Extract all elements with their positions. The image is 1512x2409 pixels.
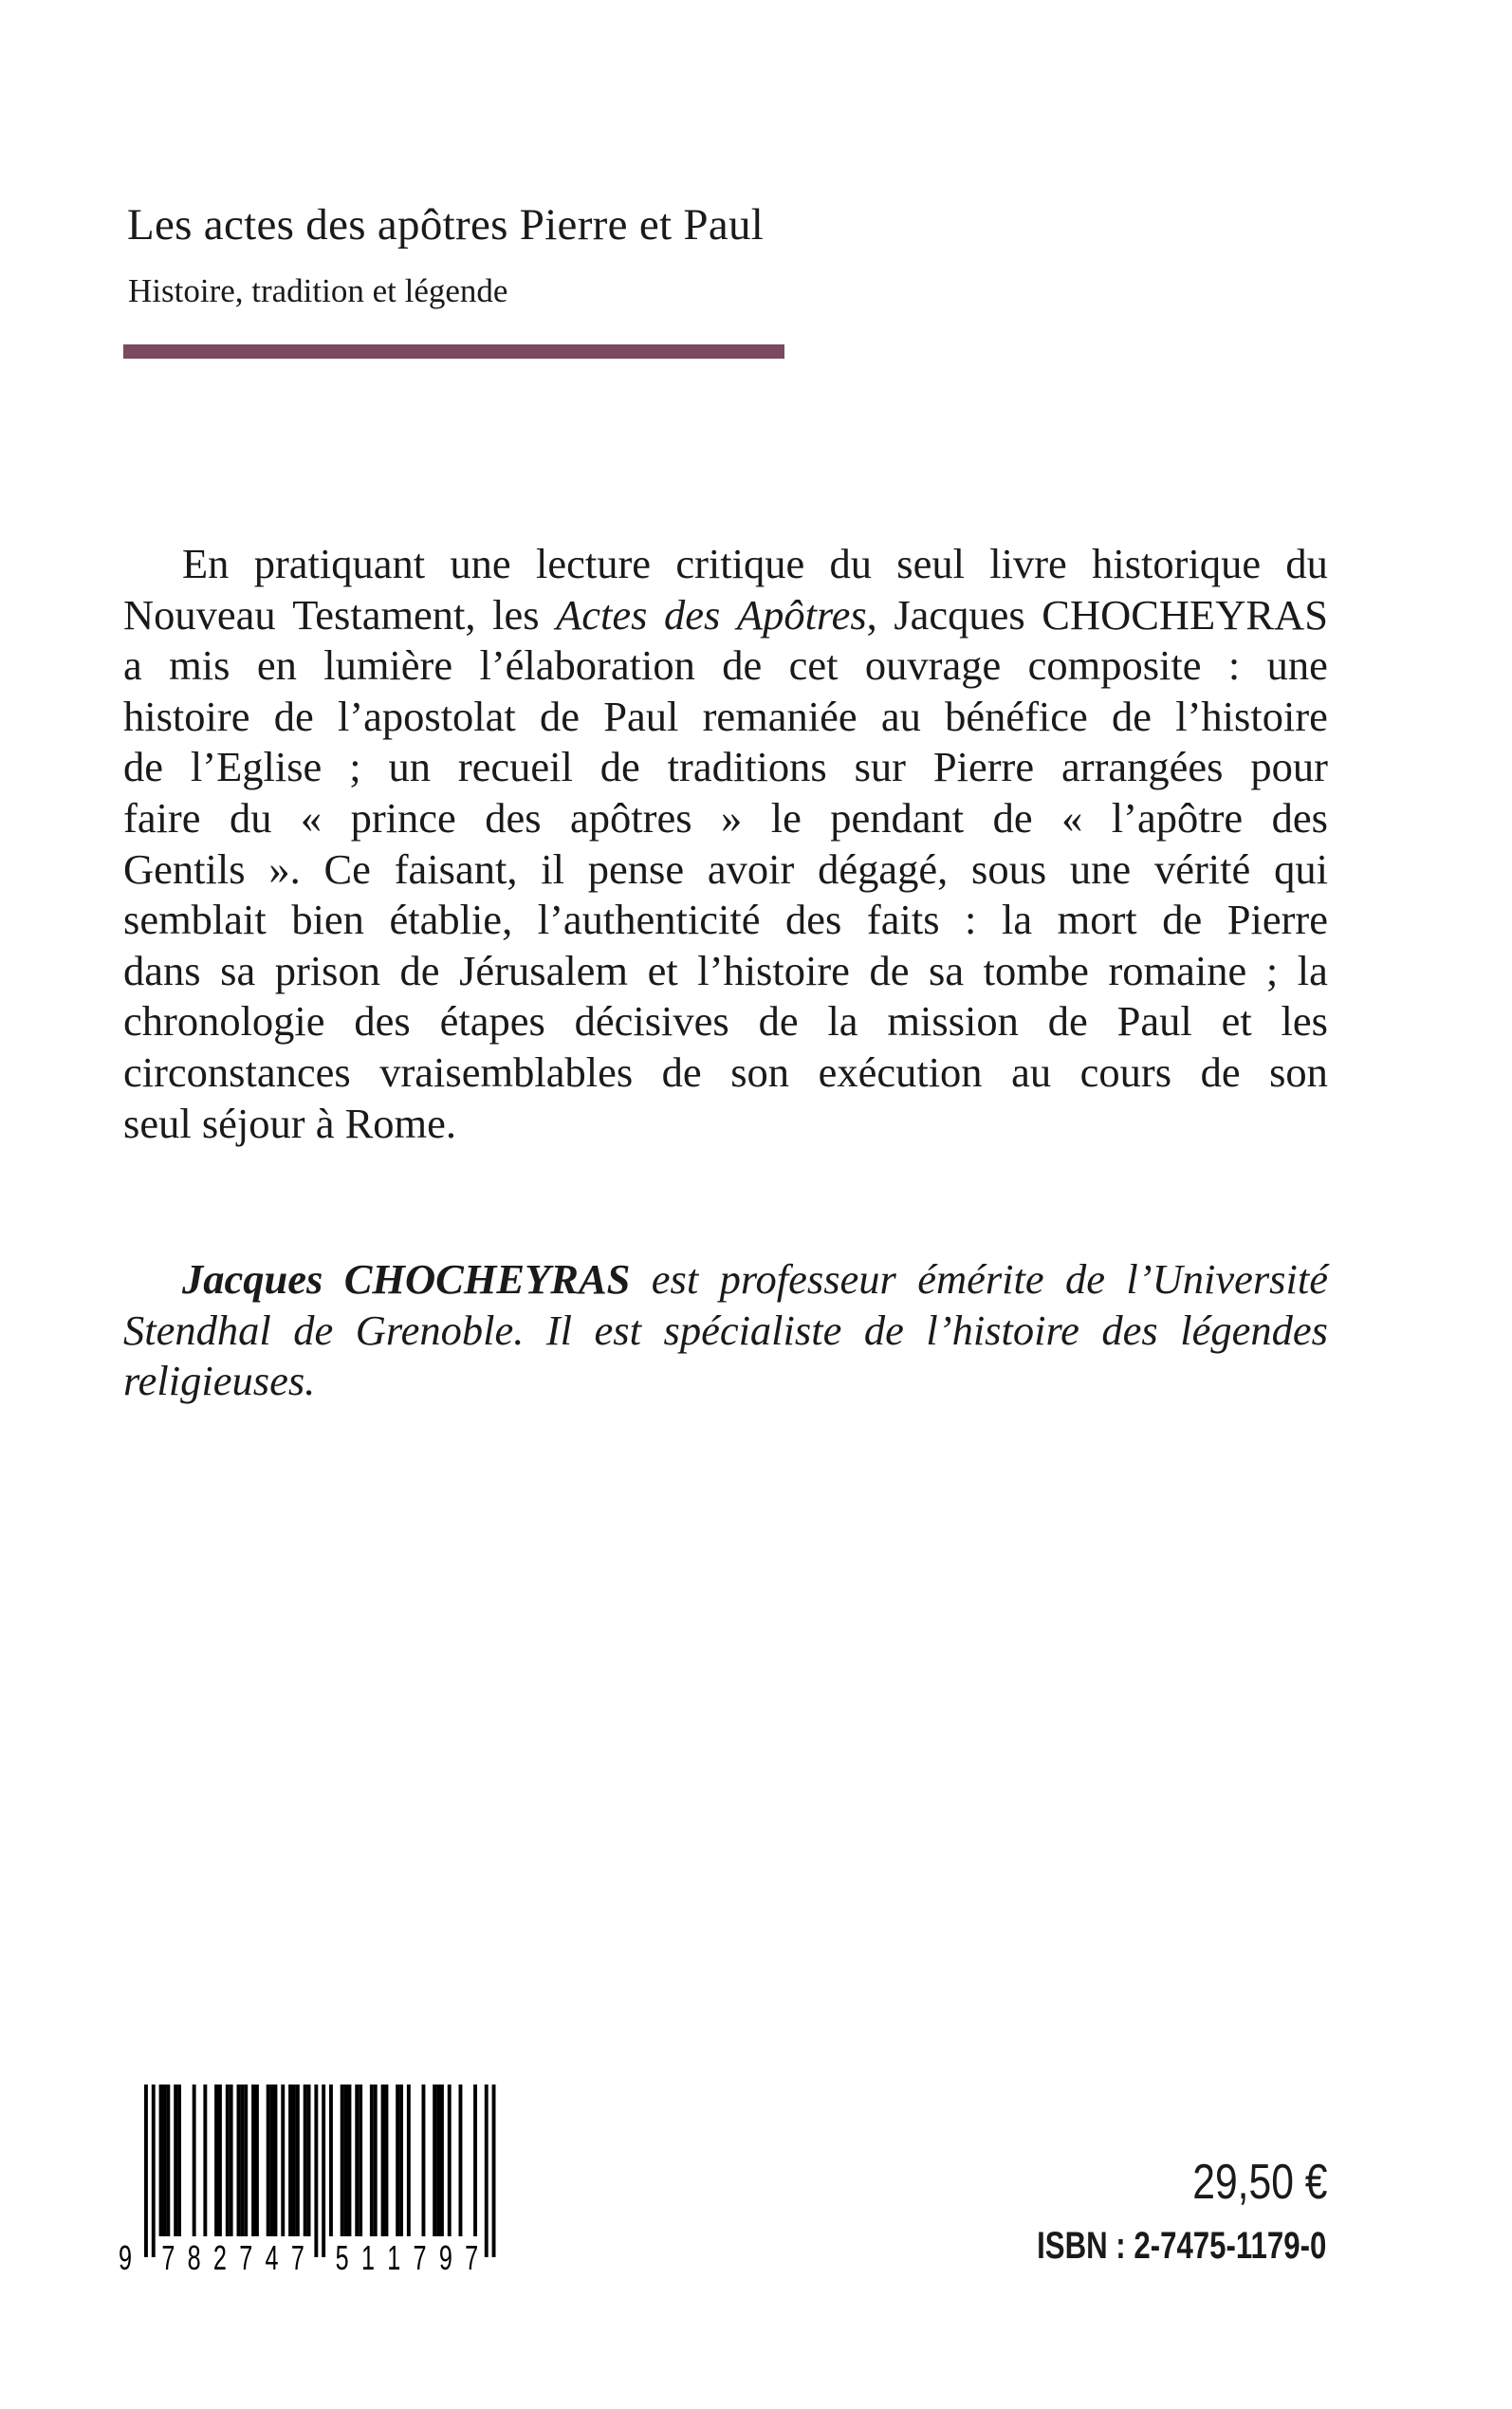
barcode-bar	[230, 2085, 233, 2236]
text-line	[123, 1306, 1328, 1357]
barcode-bar	[492, 2085, 496, 2257]
word: la	[827, 997, 858, 1046]
text-line	[123, 895, 1328, 946]
word: de	[1065, 1255, 1106, 1303]
word: sur	[854, 743, 906, 791]
barcode-bar	[307, 2085, 311, 2236]
word: légendes	[1180, 1306, 1328, 1354]
word: des	[1101, 1306, 1158, 1354]
barcode-bar	[440, 2085, 444, 2236]
barcode-bar	[237, 2085, 241, 2236]
word: de	[599, 743, 640, 791]
word: livre	[989, 540, 1067, 587]
word: l’Eglise	[190, 743, 323, 791]
barcode-bar	[344, 2085, 348, 2236]
word: composite	[1027, 641, 1202, 690]
word: l’histoire	[1175, 692, 1328, 740]
barcode-digit: 7	[161, 2238, 175, 2274]
word: lumière	[323, 641, 453, 690]
barcode-bar	[314, 2085, 318, 2257]
barcode-bar	[240, 2085, 244, 2236]
barcode-digit: 9	[438, 2238, 452, 2274]
word: un	[388, 743, 431, 791]
word: sa	[929, 946, 965, 994]
barcode-digit: 2	[212, 2238, 227, 2274]
word: «	[1061, 793, 1083, 842]
word: de	[1162, 896, 1203, 944]
word: Pierre	[1226, 896, 1328, 944]
word: au	[880, 692, 921, 740]
barcode-bar	[159, 2085, 163, 2236]
barcode-bar	[193, 2085, 196, 2236]
word: est	[594, 1306, 641, 1354]
barcode-bar	[174, 2085, 177, 2236]
word: Nouveau	[123, 590, 276, 639]
word: des	[785, 896, 842, 944]
word: avoir	[707, 844, 795, 893]
text-line	[123, 946, 1328, 997]
barcode-bar	[407, 2085, 411, 2236]
book-subtitle: Histoire, tradition et légende	[128, 272, 508, 309]
word: l’apostolat	[337, 692, 516, 740]
barcode	[112, 2085, 510, 2274]
word: de	[399, 946, 440, 994]
word: romaine	[1108, 946, 1247, 994]
word: recueil	[457, 743, 573, 791]
word: Jacques	[894, 590, 1025, 639]
word: l’authenticité	[537, 896, 761, 944]
word: spécialiste	[663, 1306, 842, 1354]
text-line	[123, 844, 1328, 896]
barcode-bar	[292, 2085, 296, 2236]
barcode-digit: 8	[187, 2238, 201, 2274]
word: l’histoire	[926, 1306, 1079, 1354]
word: son	[1269, 1047, 1328, 1096]
decorative-rule	[123, 344, 784, 359]
text-line	[123, 1047, 1328, 1099]
word: prison	[274, 946, 380, 994]
word: de	[540, 692, 581, 740]
barcode-digit: 5	[335, 2238, 349, 2274]
word: Jacques	[182, 1255, 323, 1303]
word: de	[992, 793, 1033, 842]
word: mort	[1057, 896, 1137, 944]
barcode-bar	[177, 2085, 181, 2236]
word: décisives	[574, 997, 729, 1046]
barcode-bar	[214, 2085, 218, 2236]
barcode-bar	[218, 2085, 222, 2236]
word: est	[651, 1255, 699, 1303]
word: de	[758, 997, 799, 1046]
word: cours	[1079, 1047, 1172, 1096]
word: a	[123, 641, 142, 690]
word: Il	[545, 1306, 573, 1354]
word: Apôtres,	[736, 590, 877, 639]
word: bien	[291, 896, 364, 944]
barcode-digit: 1	[387, 2238, 401, 2274]
word: histoire	[123, 692, 250, 740]
word: En	[182, 540, 230, 587]
word: étapes	[439, 997, 545, 1046]
word: et	[647, 946, 678, 994]
word: de	[661, 1047, 702, 1096]
barcode-bar	[288, 2085, 292, 2236]
word: le	[770, 793, 802, 842]
word: chronologie	[123, 997, 325, 1046]
word: religieuses.	[123, 1357, 316, 1405]
word: des	[354, 997, 411, 1046]
barcode-bar	[144, 2085, 148, 2257]
word: l’élaboration	[479, 641, 695, 690]
barcode-bar	[251, 2085, 255, 2236]
word: prince	[350, 793, 456, 842]
barcode-bar	[374, 2085, 378, 2236]
word: critique	[675, 540, 805, 587]
word: CHOCHEYRAS	[343, 1255, 631, 1303]
barcode-bar	[281, 2085, 285, 2236]
word: semblait	[123, 896, 267, 944]
word: de	[293, 1306, 334, 1354]
word: professeur	[719, 1255, 896, 1303]
barcode-bar	[485, 2085, 489, 2257]
word: de	[863, 1306, 904, 1354]
word: l’histoire	[697, 946, 850, 994]
word: seul	[123, 1099, 192, 1147]
text-line	[123, 539, 1328, 590]
word: «	[300, 793, 323, 842]
word: l’Université	[1126, 1255, 1328, 1303]
word: séjour	[201, 1099, 305, 1147]
barcode-bar	[322, 2085, 325, 2257]
word: Jérusalem	[459, 946, 629, 994]
barcode-bar	[399, 2085, 403, 2236]
barcode-bar	[304, 2085, 307, 2236]
barcode-digit: 7	[413, 2238, 427, 2274]
word: sa	[220, 946, 256, 994]
word: lecture	[535, 540, 652, 587]
author-bio	[123, 1254, 1328, 1407]
word: faisant,	[394, 844, 518, 893]
word: :	[965, 896, 977, 944]
barcode-bar	[473, 2085, 477, 2236]
barcode-digit: 7	[290, 2238, 304, 2274]
word: de	[273, 692, 314, 740]
word: vraisemblables	[379, 1047, 634, 1096]
word: circonstances	[123, 1047, 351, 1096]
text-line	[123, 1099, 1328, 1150]
barcode-bar	[348, 2085, 352, 2236]
word: Pierre	[932, 743, 1035, 791]
text-line	[123, 742, 1328, 793]
word: dégagé,	[818, 844, 949, 893]
barcode-bar	[226, 2085, 230, 2236]
word: des	[664, 590, 721, 639]
word: apôtres	[570, 793, 692, 842]
word: arrangées	[1061, 743, 1224, 791]
word: Grenoble.	[355, 1306, 525, 1354]
text-line	[123, 590, 1328, 641]
text-line	[123, 1254, 1328, 1306]
barcode-bar	[436, 2085, 440, 2236]
word: Paul	[1116, 997, 1192, 1046]
barcode-bar	[166, 2085, 170, 2236]
barcode-bar	[396, 2085, 399, 2236]
word: et	[1221, 997, 1252, 1046]
word: tombe	[983, 946, 1089, 994]
word: seul	[896, 540, 965, 587]
word: la	[1001, 896, 1033, 944]
word: ;	[1265, 946, 1279, 994]
word: faits	[866, 896, 940, 944]
word: Paul	[603, 692, 679, 740]
word: qui	[1274, 844, 1328, 893]
word: dans	[123, 946, 201, 994]
barcode-digit: 1	[360, 2238, 375, 2274]
word: mission	[887, 997, 1019, 1046]
word: du	[229, 793, 272, 842]
barcode-digit: 7	[239, 2238, 253, 2274]
word: Rome.	[344, 1099, 457, 1147]
word: du	[1285, 540, 1328, 587]
barcode-bar	[385, 2085, 389, 2236]
word: Ce	[323, 844, 371, 893]
word: à	[315, 1099, 335, 1147]
text-line	[123, 996, 1328, 1047]
word: vérité	[1153, 844, 1251, 893]
barcode-bar	[274, 2085, 278, 2236]
barcode-bar	[370, 2085, 374, 2236]
barcode-bar	[448, 2085, 452, 2236]
barcode-bar	[359, 2085, 362, 2236]
word: pratiquant	[253, 540, 426, 587]
barcode-bar	[244, 2085, 248, 2236]
barcode-bar	[296, 2085, 300, 2236]
word: sous	[971, 844, 1047, 893]
word: pendant	[830, 793, 965, 842]
word: mis	[169, 641, 230, 690]
isbn: ISBN : 2-7475-1179-0	[1036, 2225, 1326, 2267]
word: exécution	[818, 1047, 983, 1096]
barcode-bar	[255, 2085, 259, 2236]
word: ouvrage	[864, 641, 1002, 690]
word: Actes	[556, 590, 648, 639]
word: les	[492, 590, 540, 639]
barcode-bar	[270, 2085, 274, 2236]
word: une	[1266, 641, 1328, 690]
word: de	[123, 743, 164, 791]
word: au	[1011, 1047, 1052, 1096]
word: Gentils	[123, 844, 246, 893]
word: Testament,	[292, 590, 476, 639]
word: émérite	[917, 1255, 1044, 1303]
word: en	[256, 641, 297, 690]
word: établie,	[389, 896, 513, 944]
word: des	[485, 793, 542, 842]
word: bénéfice	[945, 692, 1088, 740]
word: de	[1047, 997, 1088, 1046]
word: l’apôtre	[1111, 793, 1244, 842]
text-line	[123, 793, 1328, 844]
word: les	[1281, 997, 1328, 1046]
word: son	[730, 1047, 790, 1096]
barcode-bar	[163, 2085, 167, 2236]
text-line	[123, 1356, 1328, 1407]
word: faire	[123, 793, 201, 842]
barcode-bar	[267, 2085, 270, 2236]
barcode-digit: 4	[265, 2238, 279, 2274]
barcode-bar	[433, 2085, 436, 2236]
word: remaniée	[702, 692, 857, 740]
word: de	[869, 946, 910, 994]
barcode-digit: 9	[118, 2238, 133, 2274]
barcode-bar	[152, 2085, 156, 2257]
word: de	[1112, 692, 1152, 740]
barcode-bar	[459, 2085, 463, 2236]
word: historique	[1092, 540, 1262, 587]
barcode-bar	[329, 2085, 333, 2236]
barcode-digit: 7	[465, 2238, 479, 2274]
word: CHOCHEYRAS	[1042, 590, 1328, 639]
word: Stendhal	[123, 1306, 271, 1354]
word: traditions	[667, 743, 827, 791]
barcode-bar	[203, 2085, 207, 2236]
barcode-bar	[355, 2085, 359, 2236]
word: des	[1271, 793, 1328, 842]
word: de	[722, 641, 763, 690]
word: ;	[349, 743, 361, 791]
book-title: Les actes des apôtres Pierre et Paul	[127, 200, 765, 250]
word: cet	[788, 641, 839, 690]
word: :	[1227, 641, 1241, 690]
barcode-bar	[422, 2085, 426, 2236]
word: du	[829, 540, 873, 587]
word: »	[721, 793, 743, 842]
barcode-bar	[381, 2085, 385, 2236]
word: de	[1200, 1047, 1241, 1096]
barcode-bar	[341, 2085, 344, 2236]
price: 29,50 €	[1191, 2155, 1327, 2210]
word: il	[541, 844, 564, 893]
word: ».	[268, 844, 301, 893]
word: la	[1297, 946, 1328, 994]
word: une	[1069, 844, 1132, 893]
text-line	[123, 692, 1328, 743]
summary-paragraph	[123, 539, 1328, 1149]
text-line	[123, 640, 1328, 692]
word: pour	[1250, 743, 1328, 791]
word: pense	[587, 844, 685, 893]
word: une	[450, 540, 511, 587]
